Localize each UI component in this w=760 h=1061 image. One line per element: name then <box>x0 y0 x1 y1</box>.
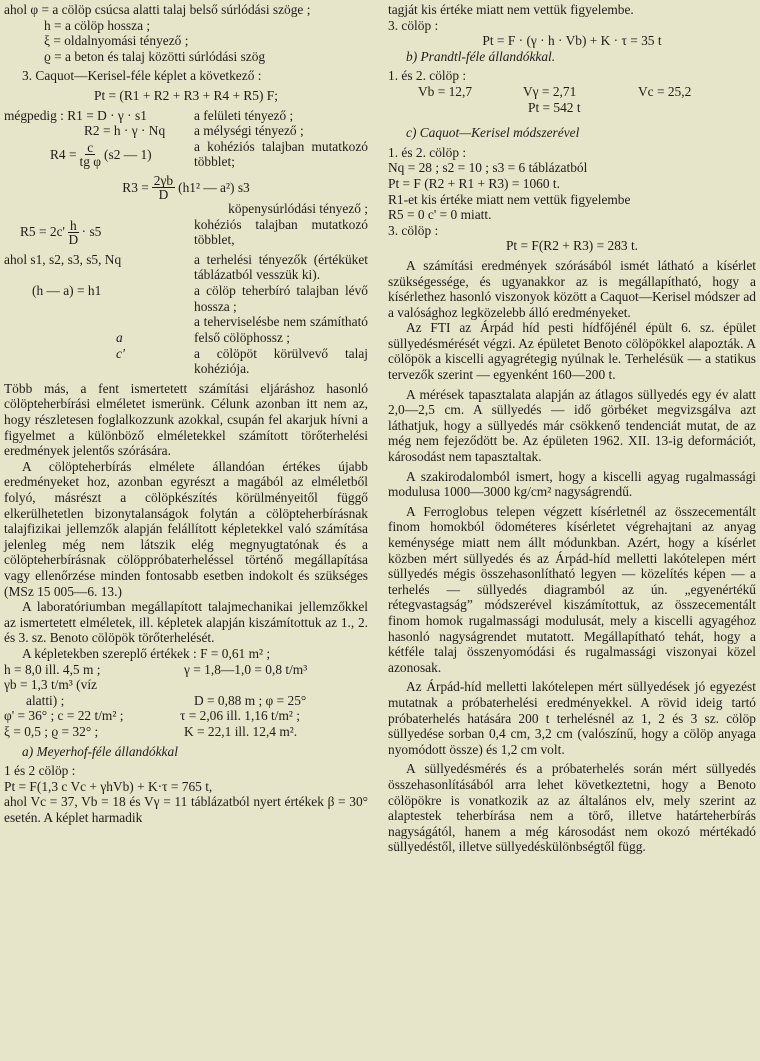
section-c-pt: Pt = F (R2 + R1 + R3) = 1060 t. <box>388 175 560 191</box>
r3-fraction <box>152 174 175 201</box>
paragraph-fti: Az FTI az Árpád híd pesti hídfőjénél épült 6. sz. épület süllyedésmérését végzi. Az épületet Benoto cölöpökkel alapozták. A cölöpök a kiscelli agyagrétegig nyúlnak le. Terhelésük — a statikus tervezők szerint — egyenként 160—200 t. <box>388 320 756 383</box>
r2-definition <box>4 123 368 139</box>
paragraph-conclusion: A süllyedésmérés és a próbaterhelés során mért süllyedés összehasonlításából arra lehet következtetni, hogy a Benoto cölöpökre is vonatkozik az az általános elv, mely szerint az alaptestek teherbírása nem a törő, illetve határteherbírás nagyságától, hanem a még károsodást nem okozó mértékadó süllyedéstől, illetve süllyedéskülönbségtől függ. <box>388 761 756 855</box>
r4-tail: (s2 — 1) <box>104 146 152 162</box>
value-vb: Vb = 12,7 <box>418 83 473 99</box>
paragraph-ferroglobus: A Ferroglobus telepen végzett kísérletnél az összecementált finom homokból ödométeres kísérletet végrehajtani az anyag keménysége miatt nem állt módunkban. Azért, hogy a kísérlet közben mért süllyedés és az Árpád-híd melletti lakótelepen mért süllyedés mégis összehasonlítható legyen — közelítés képen — a terhelés — süllyedés diagramból az ún. „egyenértékű rétegvastagság” módszerével kiszámítottuk, az összecementált finom homok rugalmassági modulusát, mely a kiscelli agyagéhoz hasonló nagyságrendet mutatott. Megállapítható tehát, hogy a kétféle talaj összenyomódási és rugalmassági viszonyai közel azonosak. <box>388 503 756 675</box>
value-phi-c: φ' = 36° ; c = 22 t/m² ; <box>4 708 124 724</box>
h1-key: (h — a) = h1 <box>32 282 102 298</box>
r5-tail: · s5 <box>81 224 102 240</box>
paragraph-measurements: A mérések tapasztalata alapján az átlagos süllyedés egy év alatt 2,0—2,5 cm. A süllyedés — idő görbéket megvizsgálva azt láthatjuk, hogy a süllyedés már csökkenő tendenciát mutat, de az még nem fejeződött be. Az épületen 1962. XII. 13-ig deformációt, károsodást nem tapasztaltak. <box>388 386 756 465</box>
r1-text: a felületi tényező ; <box>194 107 294 123</box>
r5-formula <box>4 217 194 248</box>
caquot-intro: 3. Caquot—Kerisel-féle képlet a következő : <box>22 68 262 84</box>
r5-key: R5 = 2c' <box>20 224 65 240</box>
caquot-formula: Pt = (R1 + R2 + R3 + R4 + R5) F; <box>94 87 278 103</box>
r1-key: mégpedig : R1 = D · γ · s1 <box>4 107 147 123</box>
r4-definition <box>4 139 368 170</box>
a-key: a <box>116 330 123 346</box>
section-c-pile3: 3. cölöp : <box>388 222 439 238</box>
xi-definition: ξ = oldalnyomási tényező ; <box>44 33 189 49</box>
section-b-piles: 1. és 2. cölöp : <box>388 68 467 84</box>
c-text: a cölöpöt körülvevő talaj kohéziója. <box>194 345 368 377</box>
paragraph-kiscell-clay: A szakirodalomból ismert, hogy a kiscelli agyag rugalmassági modulusa 1000—3000 kg/cm² nagyságrendű. <box>388 468 756 500</box>
value-xi-rho: ξ = 0,5 ; ϱ = 32° ; <box>4 723 99 739</box>
section-c-n: Nq = 28 ; s2 = 10 ; s3 = 6 táblázatból <box>388 160 588 176</box>
paragraph-arpad-bridge: Az Árpád-híd melletti lakótelepen mért süllyedések jó egyezést mutatnak a próbaterhelési eredményekkel. A rövid ideig tartó próbaterhelés hatására 200 t terhelésnél az 1, 2 és 3 sz. cölöp süllyedése sorban 0,4 cm, 3,2 cm (valószínű, hogy a cölöp anyaga nyomódott össze) és 1,2 cm volt. <box>388 679 756 757</box>
s-definition <box>4 252 368 283</box>
r5-text: kohéziós talajban mutatkozó többlet, <box>194 216 368 248</box>
values-row-3 <box>4 693 368 709</box>
value-vgamma: Vγ = 2,71 <box>523 83 577 99</box>
r5-definition <box>4 217 368 248</box>
r4-text: a kohéziós talajban mutatkozó többlet; <box>194 138 368 170</box>
pile-3-heading: 3. cölöp : <box>388 17 439 33</box>
r3-denominator: D <box>158 186 169 202</box>
c-key: c' <box>116 345 125 361</box>
a-definition <box>4 314 368 346</box>
paragraph-results: A számítási eredmények szórásából ismét látható a kísérlet szükségessége, és ugyanakkor az is megállapítható, hogy a kísérlethez hasonló viszonyok között a Caquot—Kerisel módszer ad a valósághoz legközelebb álló eredményeket. <box>388 257 756 320</box>
section-c-piles: 1. és 2. cölöp : <box>388 144 467 160</box>
phi-definition: ahol φ = a cölöp csúcsa alatti talaj belső súrlódási szöge ; <box>4 2 311 17</box>
values-row-5 <box>4 724 368 740</box>
a-text: a teherviselésbe nem számítható felső cölöphossz ; <box>194 314 368 345</box>
values-row-1 <box>4 662 368 678</box>
section-b-heading: b) Prandtl-féle állandókkal. <box>406 48 556 64</box>
r5-numerator: h <box>69 217 77 233</box>
right-column <box>388 2 756 855</box>
section-a-heading: a) Meyerhof-féle állandókkal <box>22 743 178 759</box>
h1-text: a cölöp teherbíró talajban lévő hossza ; <box>194 282 368 314</box>
section-c-formula3: Pt = F(R2 + R3) = 283 t. <box>505 238 639 254</box>
section-a-tail: ahol Vc = 37, Vb = 18 és Vγ = 11 táblázatból nyert értékek β = 30° esetén. A képlet harmadik <box>4 794 368 825</box>
section-a-formula: Pt = F(1,3 c Vc + γhVb) + K·τ = 765 t, <box>4 778 213 794</box>
r4-fraction <box>80 141 102 168</box>
value-d-phi: D = 0,88 m ; φ = 25° <box>194 692 307 708</box>
left-column <box>4 2 368 826</box>
value-gamma: γ = 1,8—1,0 = 0,8 t/m³ <box>184 661 308 677</box>
section-c-r5: R5 = 0 c' = 0 miatt. <box>388 207 492 223</box>
paragraph-lab: A laboratóriumban megállapított talajmechanikai jellemzőkkel az ismertetett elméletek, ill. képletek alapján kiszámítottuk az 1., 2. és 3. sz. Benoto cölöpök törőterhelését. <box>4 599 368 646</box>
r3-numerator: 2γb <box>153 172 174 188</box>
r2-text: a mélységi tényező ; <box>194 123 304 139</box>
r3-tail: (h1² — a²) s3 <box>178 179 250 195</box>
paragraph-theories: Több más, a fent ismertetett számítási eljáráshoz hasonló cölöpteherbírási elméletet ismerünk. Célunk azonban itt nem az, hogy részletesen foglalkozzunk azokkal, csupán fel akarjuk hívni a figyelmet a különböző elméletekkel számított törőterhelési eredmények jelentős szórására. <box>4 380 368 459</box>
s-key: ahol s1, s2, s3, s5, Nq <box>4 251 122 267</box>
section-a-piles: 1 és 2 cölöp : <box>4 763 76 779</box>
r4-formula <box>4 139 194 170</box>
section-b-values <box>388 84 756 100</box>
rho-definition: ϱ = a beton és talaj közötti súrlódási szög <box>44 48 266 64</box>
value-tau: τ = 2,06 ill. 1,16 t/m² ; <box>180 708 300 724</box>
r1-definition <box>4 108 368 124</box>
r3-text: köpenysúrlódási tényező ; <box>228 200 368 216</box>
section-b-pt: Pt = 542 t <box>528 99 581 115</box>
paragraph-bearing: A cölöpteherbírás elmélete állandóan értékes újabb eredményeket hoz, azonban egyrészt a magából az elméletből folyó, másrészt a cölöpkészítés körülményeitől függő elkerülhetetlen bizonytalanságok folytán a cölöpteherbírásnak talajfizikai jellemzők alapján felállított képletekkel való számítása jelenleg még nem látszik elég megnyugtatónak és a cölöpteherbírásnak cölöppróbaterheléssel történő megállapítása vagy ellenőrzése minden fontosabb esetben indokolt és szükséges (MSz 15 005—6. 13.) <box>4 458 368 599</box>
r4-denominator: tg φ <box>79 153 102 169</box>
c-definition <box>4 346 368 377</box>
values-row-4 <box>4 708 368 724</box>
h-definition: h = a cölöp hossza ; <box>44 17 151 33</box>
r3-key: R3 = <box>122 179 149 195</box>
r3-formula <box>4 174 368 201</box>
r4-key: R4 = <box>50 146 77 162</box>
r2-key: R2 = h · γ · Nq <box>84 123 166 139</box>
values-intro: A képletekben szereplő értékek : F = 0,61 m² ; <box>22 645 271 661</box>
r4-numerator: c <box>87 139 94 155</box>
section-c-r1: R1-et kis értéke miatt nem vettük figyelembe <box>388 191 631 207</box>
value-h: h = 8,0 ill. 4,5 m ; <box>4 661 101 677</box>
value-vc: Vc = 25,2 <box>638 83 692 99</box>
pile-3-formula: Pt = F · (γ · h · Vb) + K · τ = 35 t <box>482 33 662 49</box>
r5-fraction <box>68 219 79 246</box>
right-continuation: tagját kis értéke miatt nem vettük figyelembe. <box>388 2 634 17</box>
value-under-water: alatti) ; <box>26 692 65 708</box>
values-row-2 <box>4 677 368 693</box>
section-c-heading: c) Caquot—Kerisel módszerével <box>406 125 580 141</box>
value-k: K = 22,1 ill. 12,4 m². <box>184 723 298 739</box>
value-gamma-b: γb = 1,3 t/m³ (víz <box>4 677 97 693</box>
s-text: a terhelési tényezők (értéküket táblázatból vesszük ki). <box>194 251 368 283</box>
h1-definition <box>4 283 368 314</box>
r5-denominator: D <box>68 231 79 247</box>
